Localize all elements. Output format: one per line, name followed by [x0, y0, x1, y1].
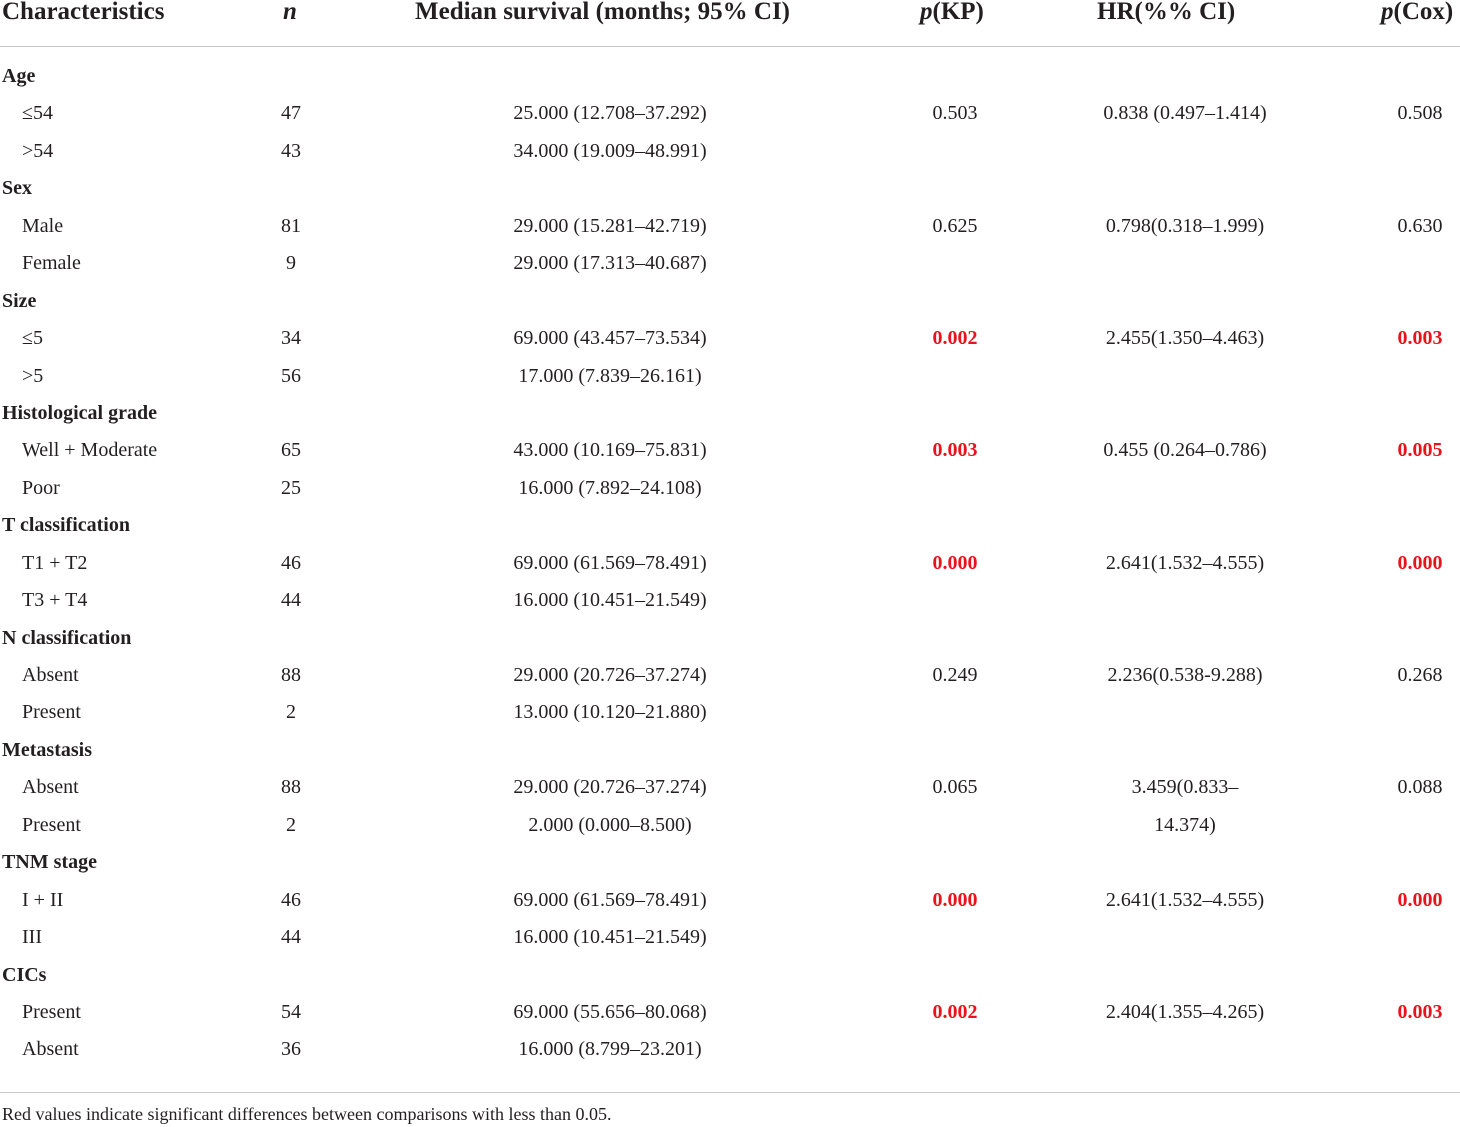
row-median: 16.000 (8.799–23.201) [518, 1038, 702, 1061]
header-n: n [283, 0, 297, 25]
header-hr: HR(%% CI) [1097, 0, 1236, 25]
row-label: III [22, 926, 42, 949]
row-p-cox: 0.088 [1397, 776, 1443, 799]
row-p-kp: 0.000 [932, 888, 978, 911]
row-p-kp: 0.002 [932, 327, 978, 350]
row-median: 16.000 (10.451–21.549) [513, 926, 707, 949]
row-median: 69.000 (43.457–73.534) [513, 327, 707, 350]
group-row-age [0, 60, 1460, 97]
row-p-kp: 0.065 [932, 776, 978, 799]
group-label: Histological grade [2, 401, 157, 424]
row-hr: 0.455 (0.264–0.786) [1103, 439, 1267, 462]
row-n: 25 [281, 476, 301, 499]
group-row-histological-grade [0, 397, 1460, 434]
row-median: 13.000 (10.120–21.880) [513, 701, 707, 724]
row-n: 65 [281, 439, 301, 462]
table-row [0, 696, 1460, 733]
table-row [0, 247, 1460, 284]
row-n: 88 [281, 664, 301, 686]
row-label: Well + Moderate [22, 439, 158, 462]
row-label: >5 [22, 364, 44, 387]
row-median: 16.000 (10.451–21.549) [513, 589, 707, 612]
header-p-kp [920, 0, 984, 26]
group-row-metastasis [0, 734, 1460, 771]
row-median: 43.000 (10.169–75.831) [513, 439, 707, 462]
row-hr: 2.455(1.350–4.463) [1105, 327, 1265, 350]
row-label: Present [22, 701, 81, 724]
row-label: >54 [22, 139, 54, 162]
row-p-kp: 0.000 [932, 551, 978, 574]
row-median: 69.000 (61.569–78.491) [513, 888, 707, 911]
header-p-kp-rest: (KP) [932, 0, 984, 25]
table-row [0, 434, 1460, 471]
row-median: 69.000 (61.569–78.491) [513, 551, 707, 574]
group-label: N classification [2, 626, 132, 649]
row-p-kp: 0.249 [932, 664, 978, 686]
row-p-kp: 0.625 [932, 214, 978, 237]
row-label: I + II [22, 888, 64, 911]
row-n: 9 [286, 252, 296, 275]
row-median: 29.000 (15.281–42.719) [513, 214, 707, 237]
row-hr: 3.459(0.833– [1131, 776, 1239, 799]
row-p-cox: 0.003 [1397, 327, 1443, 350]
row-n: 44 [281, 926, 301, 949]
row-n: 88 [281, 776, 301, 799]
table-row [0, 809, 1460, 846]
row-p-cox: 0.000 [1397, 888, 1443, 911]
table-row [0, 584, 1460, 621]
row-hr: 2.236(0.538-9.288) [1107, 664, 1263, 686]
row-median: 29.000 (20.726–37.274) [513, 664, 707, 686]
row-p-cox: 0.508 [1397, 102, 1443, 125]
row-n: 34 [281, 327, 301, 350]
row-n: 2 [286, 813, 296, 836]
row-median: 29.000 (20.726–37.274) [513, 776, 707, 799]
row-p-cox: 0.630 [1397, 214, 1443, 237]
row-label: Absent [22, 1038, 79, 1061]
row-hr: 2.404(1.355–4.265) [1105, 1000, 1265, 1023]
header-characteristics: Characteristics [2, 0, 165, 25]
row-label: ≤5 [22, 327, 43, 350]
group-row-t-classification [0, 509, 1460, 546]
row-label: Present [22, 813, 81, 836]
row-hr: 0.838 (0.497–1.414) [1103, 102, 1267, 125]
table-footnote: Red values indicate significant differences between comparisons with less than 0.05. [2, 1104, 612, 1124]
row-n: 2 [286, 701, 296, 724]
row-label: Male [22, 214, 64, 237]
row-median: 17.000 (7.839–26.161) [518, 364, 702, 387]
group-label: Sex [2, 177, 32, 200]
row-n: 46 [281, 888, 301, 911]
group-row-tnm-stage [0, 846, 1460, 883]
row-label: Poor [22, 476, 60, 499]
row-p-cox: 0.268 [1397, 664, 1443, 686]
row-n: 36 [281, 1038, 301, 1061]
row-label: T3 + T4 [22, 589, 88, 612]
header-median-survival: Median survival (months; 95% CI) [415, 0, 791, 25]
table-row [0, 996, 1460, 1033]
row-n: 46 [281, 551, 301, 574]
group-label: Age [2, 65, 36, 87]
row-p-cox: 0.000 [1397, 551, 1443, 574]
table-row [0, 1033, 1460, 1070]
table-row [0, 322, 1460, 359]
row-median: 69.000 (55.656–80.068) [513, 1000, 707, 1023]
row-hr: 2.641(1.532–4.555) [1105, 551, 1265, 574]
table-body [0, 60, 1460, 1071]
header-p-kp-italic: p [920, 0, 933, 25]
row-p-cox: 0.005 [1397, 439, 1443, 462]
row-median: 16.000 (7.892–24.108) [518, 476, 702, 499]
group-label: T classification [2, 514, 130, 537]
group-label: Size [2, 289, 37, 312]
group-label: TNM stage [2, 851, 97, 874]
group-label: Metastasis [2, 738, 92, 761]
header-p-cox-italic: p [1381, 0, 1394, 25]
row-p-cox: 0.003 [1397, 1000, 1443, 1023]
table-row [0, 360, 1460, 397]
row-n: 56 [281, 364, 301, 387]
group-row-n-classification [0, 622, 1460, 659]
row-median: 2.000 (0.000–8.500) [528, 813, 692, 836]
row-p-kp: 0.002 [932, 1000, 978, 1023]
table-row [0, 210, 1460, 247]
row-n: 47 [281, 102, 301, 125]
row-median: 25.000 (12.708–37.292) [513, 102, 707, 125]
table-row [0, 135, 1460, 172]
row-n: 44 [281, 589, 301, 612]
row-label: T1 + T2 [22, 551, 88, 574]
row-label: Female [22, 252, 81, 275]
row-n: 43 [281, 139, 301, 162]
table-row [0, 472, 1460, 509]
footnote-divider [0, 1092, 1460, 1093]
table-row [0, 659, 1460, 696]
row-median: 34.000 (19.009–48.991) [513, 139, 707, 162]
table-row [0, 884, 1460, 921]
row-label: Absent [22, 776, 79, 799]
group-row-sex [0, 172, 1460, 209]
row-n: 54 [281, 1000, 301, 1023]
row-median: 29.000 (17.313–40.687) [513, 252, 707, 275]
row-p-kp: 0.503 [932, 102, 978, 125]
group-label: CICs [2, 963, 47, 986]
table-row [0, 97, 1460, 134]
table-row [0, 547, 1460, 584]
row-hr: 0.798(0.318–1.999) [1105, 214, 1265, 237]
row-label: Present [22, 1000, 81, 1023]
row-n: 81 [281, 214, 301, 237]
header-p-cox [1381, 0, 1453, 26]
table-row [0, 921, 1460, 958]
table-header [0, 0, 1460, 47]
header-p-cox-rest: (Cox) [1393, 0, 1454, 25]
row-label: ≤54 [22, 102, 53, 125]
table-row [0, 771, 1460, 808]
row-label: Absent [22, 664, 79, 686]
row-hr-continued: 14.374) [1154, 813, 1216, 836]
group-row-cics [0, 959, 1460, 996]
row-p-kp: 0.003 [932, 439, 978, 462]
group-row-size [0, 285, 1460, 322]
row-hr: 2.641(1.532–4.555) [1105, 888, 1265, 911]
